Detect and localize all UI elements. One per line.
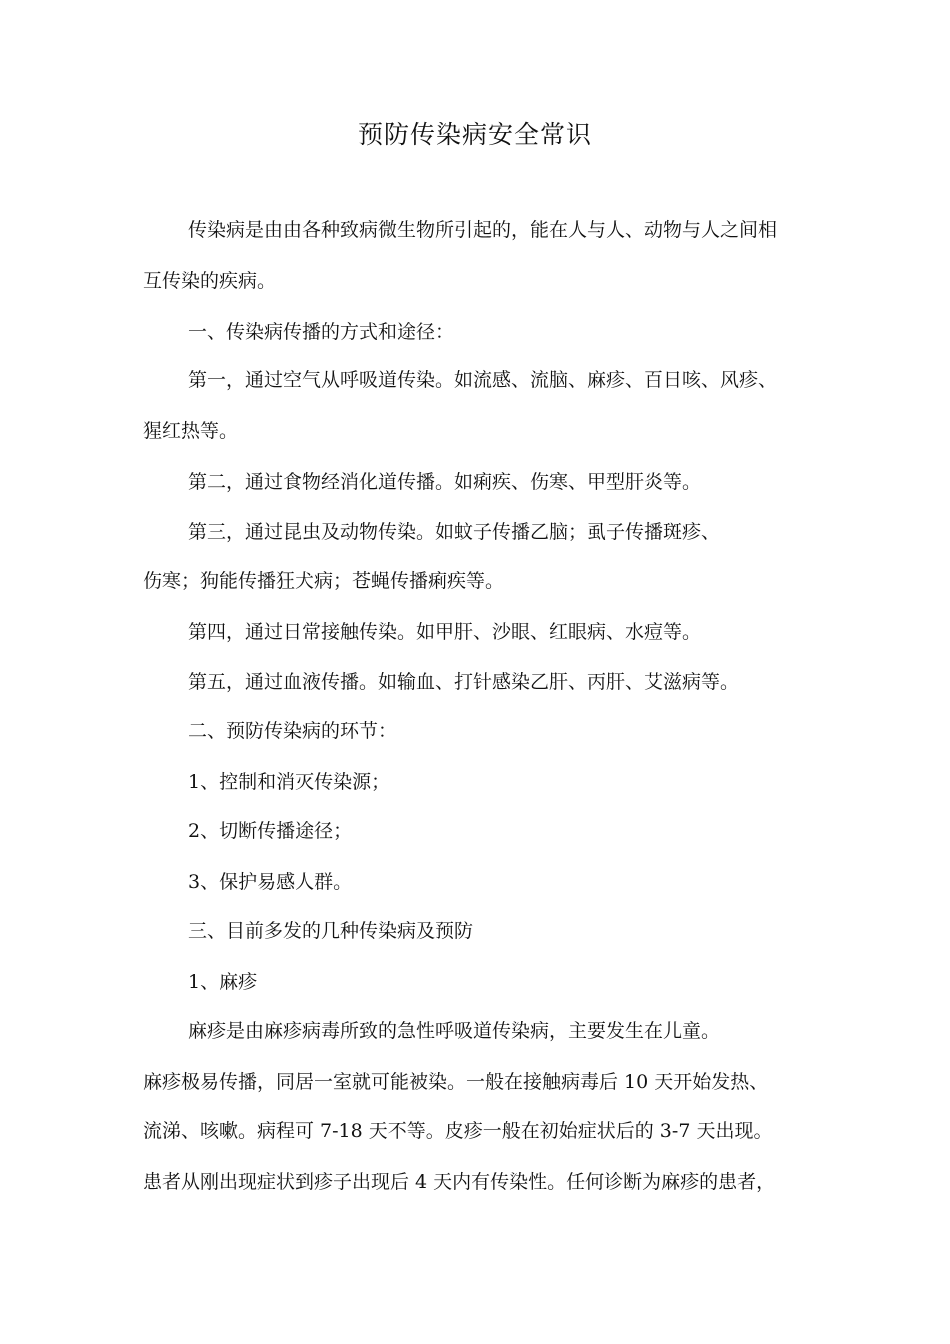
paragraph-line: 伤寒；狗能传播狂犬病；苍蝇传播痢疾等。 (143, 570, 505, 592)
paragraph-line: 第一，通过空气从呼吸道传染。如流感、流脑、麻疹、百日咳、风疹、 (188, 369, 778, 391)
list-item: 1、控制和消灭传染源； (188, 771, 391, 793)
paragraph-line: 麻疹极易传播，同居一室就可能被染。一般在接触病毒后 10 天开始发热、 (143, 1071, 769, 1093)
subsection-heading: 1、麻疹 (188, 971, 258, 993)
page-title: 预防传染病安全常识 (357, 120, 592, 149)
paragraph-line: 第二，通过食物经消化道传播。如痢疾、伤寒、甲型肝炎等。 (188, 471, 702, 493)
paragraph-line: 流涕、咳嗽。病程可 7-18 天不等。皮疹一般在初始症状后的 3-7 天出现。 (143, 1120, 773, 1142)
paragraph-line: 患者从刚出现症状到疹子出现后 4 天内有传染性。任何诊断为麻疹的患者， (143, 1171, 776, 1193)
list-item: 3、保护易感人群。 (188, 871, 353, 893)
list-item: 2、切断传播途径； (188, 820, 353, 842)
section-heading: 二、预防传染病的环节： (188, 720, 398, 742)
paragraph-line: 第五，通过血液传播。如输血、打针感染乙肝、丙肝、艾滋病等。 (188, 671, 740, 693)
paragraph-line: 第四，通过日常接触传染。如甲肝、沙眼、红眼病、水痘等。 (188, 621, 702, 643)
paragraph-line: 互传染的疾病。 (143, 270, 277, 292)
paragraph-line: 第三，通过昆虫及动物传染。如蚊子传播乙脑；虱子传播斑疹、 (188, 521, 721, 543)
section-heading: 三、目前多发的几种传染病及预防 (188, 920, 474, 942)
paragraph-line: 猩红热等。 (143, 420, 239, 442)
section-heading: 一、传染病传播的方式和途径： (188, 321, 455, 343)
paragraph-line: 麻疹是由麻疹病毒所致的急性呼吸道传染病，主要发生在儿童。 (188, 1020, 721, 1042)
paragraph-line: 传染病是由由各种致病微生物所引起的，能在人与人、动物与人之间相 (188, 219, 778, 241)
